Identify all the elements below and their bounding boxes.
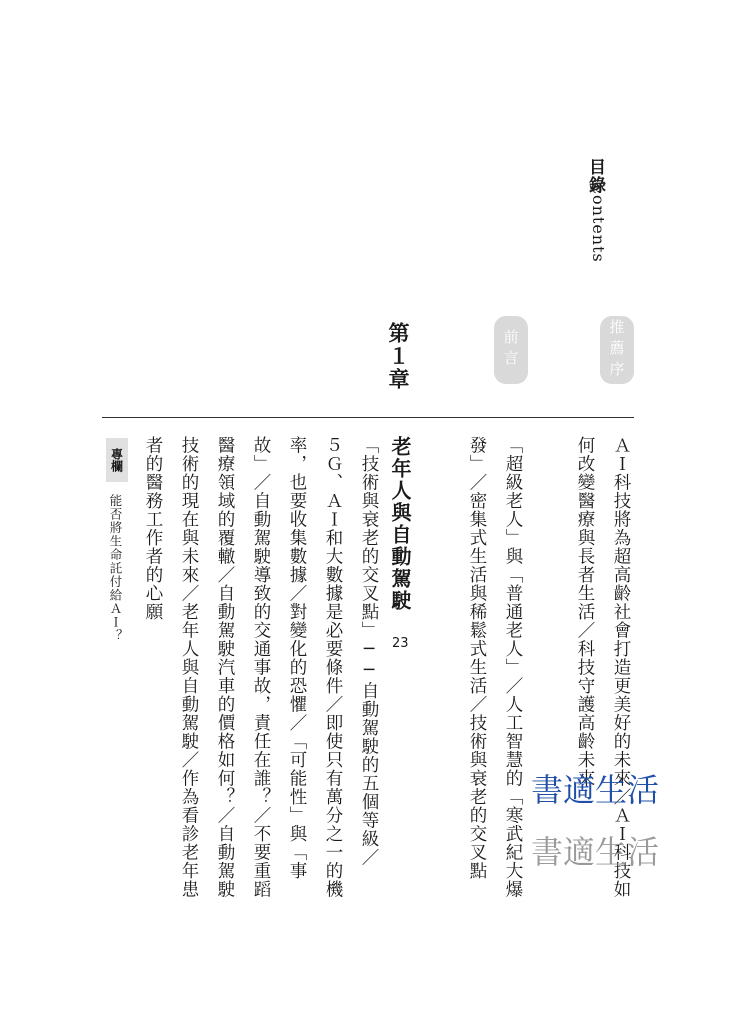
foreword-line-2: 何改變醫療與長者生活／科技守護高齡未來 [575,436,595,788]
section-divider [102,417,634,418]
chapter-1-line-4: 故」／自動駕駛導致的交通事故，責任在誰？／不要重蹈 [251,436,271,899]
chapter-1-label: 第１章 [386,322,410,391]
chapter-1-line-3: 率，也要收集數據／對變化的恐懼／「可能性」與「事 [287,436,307,880]
foreword-label: 推薦序 [600,316,634,384]
toc-subtitle: contents [589,185,608,263]
chapter-1-page-number: 23 [392,636,409,651]
chapter-1-line-5: 醫療領域的覆轍／自動駕駛汽車的價格如何？／自動駕駛 [215,436,235,899]
preface-line-1: 「超級老人」與「普通老人」／人工智慧的「寒武紀大爆 [503,436,523,899]
watermark-secondary: 書適生活 [531,833,660,871]
foreword-line-1: ＡＩ科技將為超高齡社會打造更美好的未來／ＡＩ科技如 [611,436,631,899]
column-tag: 專欄 [106,438,128,482]
column-text: 能否將生命託付給ＡＩ？ [108,494,123,643]
preface-label: 前言 [494,316,528,384]
toc-title: 目錄 [585,158,605,194]
chapter-1-line-6: 技術的現在與未來／老年人與自動駕駛／作為看診老年患 [179,436,199,899]
watermark-primary: 書適生活 [531,771,660,809]
chapter-1-title: 老年人與自動駕駛 [388,436,412,612]
preface-line-2: 發」／密集式生活與稀鬆式生活／技術與衰老的交叉點 [467,436,487,880]
chapter-1-line-2: ５Ｇ、ＡＩ和大數據是必要條件／即使只有萬分之一的機 [323,436,343,899]
chapter-1-line-1: 「技術與衰老的交叉點」──自動駕駛的五個等級／ [359,436,379,867]
chapter-1-line-7: 者的醫務工作者的心願 [143,436,163,621]
